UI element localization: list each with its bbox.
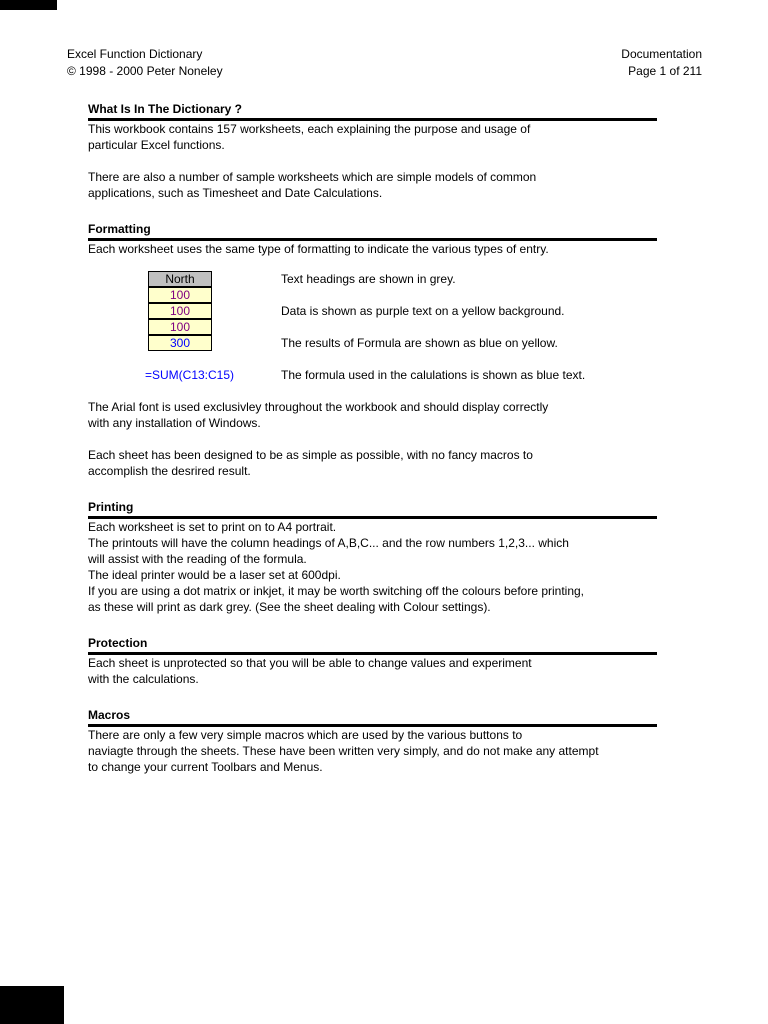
spacer xyxy=(88,153,657,169)
formatting-demo xyxy=(88,271,657,351)
page-content xyxy=(88,102,657,775)
scan-artifact-top xyxy=(0,0,57,10)
section-formatting xyxy=(88,222,657,479)
paragraph-line: The printouts will have the column headings of A,B,C... and the row numbers 1,2,3... which xyxy=(88,536,569,550)
section-title-formatting: Formatting xyxy=(88,222,657,241)
doc-title: Excel Function Dictionary xyxy=(67,47,203,61)
paragraph-line: There are also a number of sample worksheets which are simple models of common xyxy=(88,170,537,184)
paragraph-line: There are only a few very simple macros which are used by the various buttons to xyxy=(88,728,523,742)
annotation-result: The results of Formula are shown as blue on yellow. xyxy=(281,336,558,350)
section-macros xyxy=(88,708,657,775)
paragraph-line: Each worksheet uses the same type of formatting to indicate the various types of entry. xyxy=(88,242,549,256)
doc-copyright: © 1998 - 2000 Peter Noneley xyxy=(67,64,223,78)
section-title-macros: Macros xyxy=(88,708,657,727)
paragraph-line: If you are using a dot matrix or inkjet, it may be worth switching off the colours before printing, xyxy=(88,584,585,598)
paragraph-line: Each worksheet is set to print on to A4 portrait. xyxy=(88,520,337,534)
page-header xyxy=(67,46,702,80)
paragraph-line: with the calculations. xyxy=(88,672,199,686)
section-what-is xyxy=(88,102,657,201)
demo-table-result-cell: 300 xyxy=(148,335,212,351)
paragraph-line: to change your current Toolbars and Menus. xyxy=(88,760,323,774)
paragraph-line: The Arial font is used exclusivley throughout the workbook and should display correctly xyxy=(88,400,549,414)
demo-table-data-cell: 100 xyxy=(148,319,212,335)
section-printing xyxy=(88,500,657,615)
paragraph-line: Each sheet has been designed to be as simple as possible, with no fancy macros to xyxy=(88,448,533,462)
paragraph xyxy=(88,399,657,431)
paragraph-line: accomplish the desrired result. xyxy=(88,464,251,478)
section-title-what-is: What Is In The Dictionary ? xyxy=(88,102,657,121)
annotation-grey: Text headings are shown in grey. xyxy=(281,272,456,286)
paragraph-line: This workbook contains 157 worksheets, each explaining the purpose and usage of xyxy=(88,122,531,136)
paragraph-line: will assist with the reading of the formula. xyxy=(88,552,307,566)
formula-demo-row xyxy=(88,367,657,383)
section-title-protection: Protection xyxy=(88,636,657,655)
paragraph xyxy=(88,447,657,479)
demo-table-header-cell: North xyxy=(148,271,212,287)
formula-example: =SUM(C13:C15) xyxy=(145,368,235,382)
demo-table-data-cell: 100 xyxy=(148,287,212,303)
demo-table-data-cell: 100 xyxy=(148,303,212,319)
paragraph-line: The ideal printer would be a laser set at 600dpi. xyxy=(88,568,341,582)
annotation-data: Data is shown as purple text on a yellow background. xyxy=(281,304,565,318)
paragraph-line: particular Excel functions. xyxy=(88,138,225,152)
annotation-formula: The formula used in the calulations is shown as blue text. xyxy=(281,368,586,382)
section-protection xyxy=(88,636,657,687)
paragraph-line: applications, such as Timesheet and Date Calculations. xyxy=(88,186,383,200)
scan-artifact-bottom xyxy=(0,986,64,1024)
section-title-printing: Printing xyxy=(88,500,657,519)
doc-section-name: Documentation xyxy=(621,47,702,61)
header-left xyxy=(67,46,223,80)
paragraph-line: Each sheet is unprotected so that you will be able to change values and experiment xyxy=(88,656,532,670)
page-number: Page 1 of 211 xyxy=(628,64,702,78)
paragraph-line: naviagte through the sheets. These have been written very simply, and do not make any attempt xyxy=(88,744,599,758)
paragraph-line: with any installation of Windows. xyxy=(88,416,261,430)
header-right xyxy=(621,46,702,80)
demo-table xyxy=(148,271,212,351)
paragraph-line: as these will print as dark grey. (See the sheet dealing with Colour settings). xyxy=(88,600,491,614)
